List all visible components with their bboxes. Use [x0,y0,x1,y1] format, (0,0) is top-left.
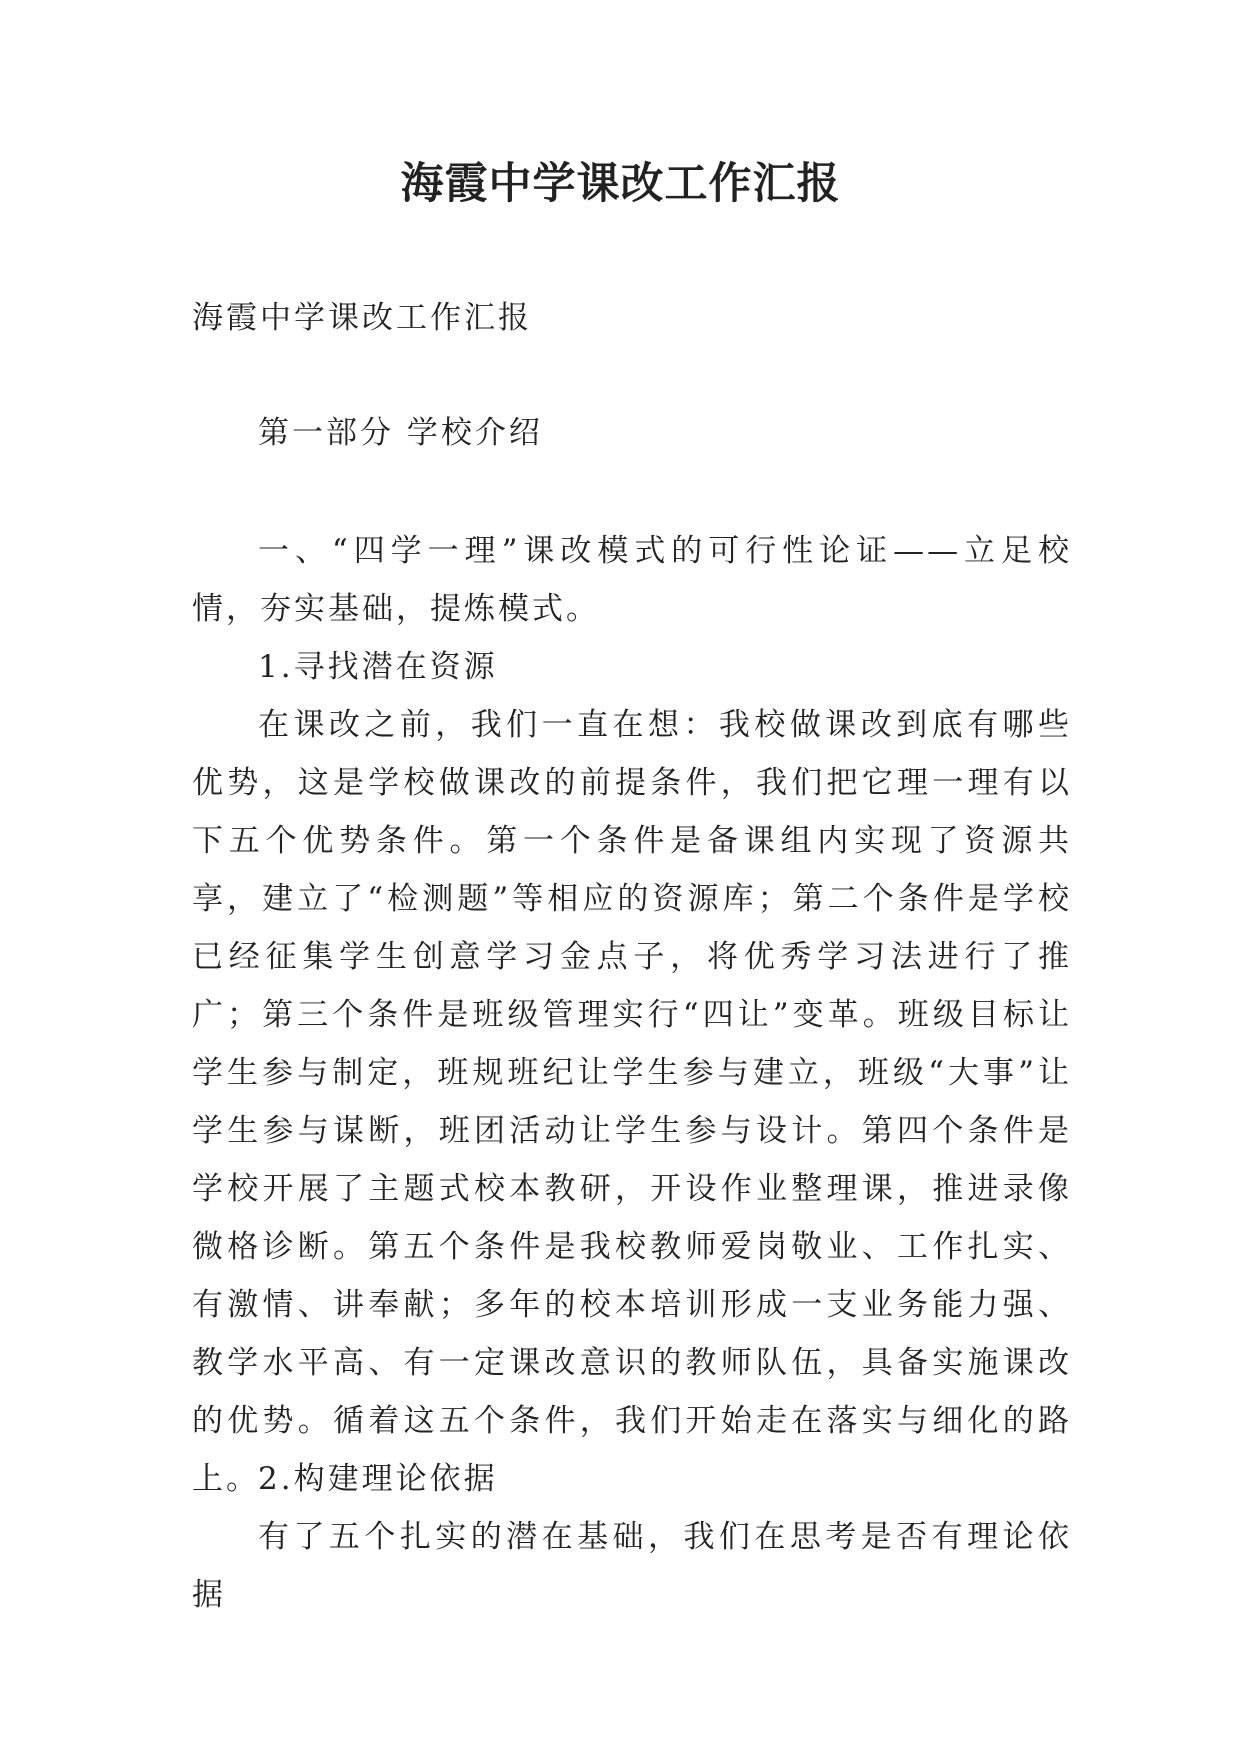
section-heading: 一、“四学一理”课改模式的可行性论证——立足校情，夯实基础，提炼模式。 [192,533,1072,627]
part-heading: 第一部分 学校介绍 [258,415,543,451]
paragraph-2: 有了五个扎实的潜在基础，我们在思考是否有理论依据 [192,1519,1072,1613]
document-title: 海霞中学课改工作汇报 [400,159,841,209]
item-heading-2: 2.构建理论依据 [258,1461,498,1497]
paragraph-1: 在课改之前，我们一直在想：我校做课改到底有哪些优势，这是学校做课改的前提条件，我们把它理一理有以下五个优势条件。第一个条件是备课组内实现了资源共享，建立了“检测题”等相应的资源库；第二个条件是学校已经征集学生创意学习金点子，将优秀学习法进行了推广；第三个条件是班级管理实行“四让”变革。班级目标让学生参与制定，班规班纪让学生参与建立，班级“大事”让学生参与谋断，班团活动让学生参与设计。第四个条件是学校开展了主题式校本教研，开设作业整理课，推进录像微格诊断。第五个条件是我校教师爱岗敬业、工作扎实、有激情、讲奉献；多年的校本培训形成一支业务能力强、教学水平高、有一定课改意识的教师队伍，具备实施课改的优势。循着这五个条件，我们开始走在落实与细化的路上。 [192,707,1072,1497]
document-subtitle: 海霞中学课改工作汇报 [192,300,532,336]
item-heading-1: 1.寻找潜在资源 [258,649,498,685]
